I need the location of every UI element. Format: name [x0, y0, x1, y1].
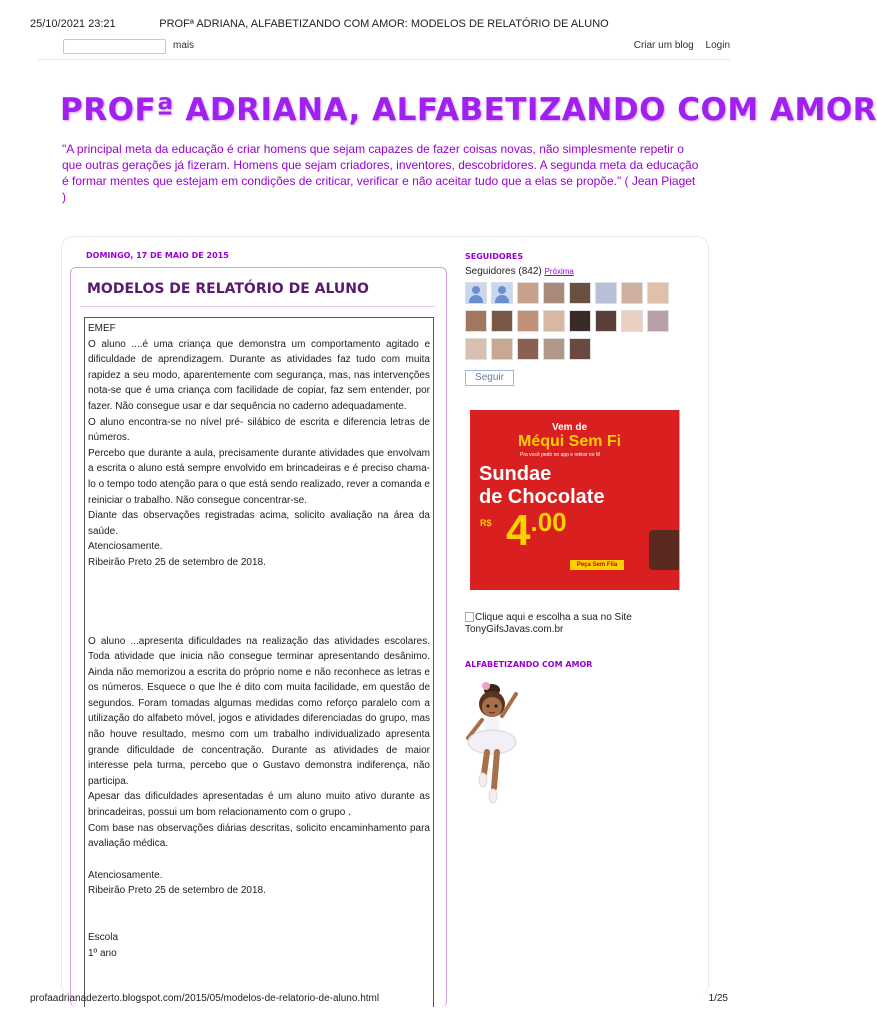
ad-vem-text: Vem de [552, 422, 588, 433]
mcdonalds-ad-banner[interactable] [470, 410, 679, 590]
follower-avatar[interactable] [621, 282, 643, 304]
post-date-header: DOMINGO, 17 DE MAIO DE 2015 [86, 251, 229, 260]
print-header [30, 18, 738, 32]
follower-avatar[interactable] [491, 338, 513, 360]
follower-avatar[interactable] [595, 282, 617, 304]
ad-price [478, 506, 567, 556]
doll-shoe [479, 773, 487, 787]
report2-paragraph: O aluno ...apresenta dificuldades na realização das atividades escolares. Toda atividade que inicia não consegue terminar apresentando desânimo. Ainda não memorizou a escrita do próprio nome e não reconhece as letras e os números. Esquece o que lhe é dito com muita facilidade, em questão de segundos. Foram tomadas algumas medidas como reforço paralelo com a utilização do alfabeto móvel, jogos e atividades diferenciadas do grupo, mas não houve resultado, mesmo com um trabalho individualizado apresenta grande dificuldade de concentração. Durante as atividades de maior interesse pela turma, percebo que o Gustavo demonstra indiferença, não participa. [88, 635, 430, 787]
report3-grade: 1º ano [88, 947, 117, 959]
broken-image-icon [465, 612, 474, 622]
post-body [84, 317, 434, 1007]
doll-tutu [468, 730, 516, 754]
follow-button[interactable]: Seguir [465, 370, 514, 386]
navbar-right-links [625, 40, 730, 51]
follower-avatar[interactable] [621, 310, 643, 332]
report1-place-date: Ribeirão Preto 25 de setembro de 2018. [88, 556, 266, 568]
ad-product [479, 463, 605, 509]
ad-price-int: 4 [506, 506, 531, 555]
follower-avatar[interactable] [647, 282, 669, 304]
follower-avatar[interactable] [465, 338, 487, 360]
report2-place-date: Ribeirão Preto 25 de setembro de 2018. [88, 885, 266, 897]
follower-avatar[interactable] [465, 310, 487, 332]
gif-link-line1: Clique aqui e escolha a sua no Site [475, 612, 632, 623]
print-page-number: 1/25 [708, 993, 728, 1004]
doll-eye [494, 704, 497, 707]
blogger-navbar [38, 36, 730, 60]
report2-paragraph: Apesar das dificuldades apresentadas é um aluno muito ativo durante as brincadeiras, possui um bom relacionamento com o grupo . [88, 791, 430, 819]
report1-paragraph: O aluno ....é uma criança que demonstra um comportamento agitado e dificuldade de aprendizagem. Durante as atividades faz tudo com muita rapidez a seu modo, aparentemente com segurança, mas, nas intervenções nota-se que é uma criança com facilidade de copiar, faz sem entender, por fazer. Não consegue usar e dar sequência no caderno adequadamente. [88, 338, 430, 412]
ad-border [679, 410, 680, 590]
ballerina-doll-image [462, 676, 522, 806]
print-page-title: PROFª ADRIANA, ALFABETIZANDO COM AMOR: MODELOS DE RELATÓRIO DE ALUNO [159, 18, 609, 30]
report3-school: Escola [88, 932, 119, 943]
doll-face [482, 697, 502, 717]
doll-shoe [489, 789, 497, 803]
ad-product-line2: de Chocolate [479, 486, 605, 508]
doll-leg [494, 752, 497, 788]
ad-price-dec: .00 [530, 507, 567, 537]
follower-avatar[interactable] [517, 282, 539, 304]
follower-avatar[interactable] [595, 310, 617, 332]
follower-avatar[interactable] [543, 310, 565, 332]
spacer [88, 852, 430, 868]
follower-avatar[interactable] [569, 338, 591, 360]
follower-avatar[interactable] [517, 310, 539, 332]
login-link[interactable]: Login [705, 40, 730, 51]
follower-avatar[interactable] [569, 310, 591, 332]
doll-eye [486, 704, 489, 707]
more-link[interactable]: mais [173, 40, 195, 51]
create-blog-link[interactable]: Criar um blog [633, 40, 694, 51]
ad-sundae-cup-image [649, 530, 679, 570]
print-footer [30, 993, 728, 1007]
blog-description: "A principal meta da educação é criar homens que sejam capazes de fazer coisas novas, não simplesmente repetir o que outras gerações já fizeram. Homens que sejam criadores, inventores, descobridores. A segunda meta da educação é formar mentes que estejam em condições de criticar, verificar e não aceitar tudo que a elas se propõe." ( Jean Piaget ) [62, 142, 699, 204]
gif-link-line2: TonyGifsJavas.com.br [465, 624, 564, 635]
spacer [88, 571, 430, 634]
spacer [88, 899, 430, 930]
ad-product-line1: Sundae [479, 463, 552, 485]
follower-avatar[interactable] [517, 338, 539, 360]
ad-currency: R$ [480, 518, 492, 528]
report1-paragraph: O aluno encontra-se no nível pré- silábico de escrita e diferencia letras de números. [88, 416, 430, 444]
post-title-divider [80, 306, 435, 307]
blog-title[interactable]: PROFª ADRIANA, ALFABETIZANDO COM AMOR [60, 92, 877, 128]
report1-paragraph: Diante das observações registradas acima, solicito avaliação na área da saúde. [88, 510, 430, 537]
follower-avatar[interactable] [491, 310, 513, 332]
report2-paragraph: Com base nas observações diárias descritas, solicito encaminhamento para avaliação médica. [88, 822, 430, 850]
image-widget-title: ALFABETIZANDO COM AMOR [465, 660, 593, 669]
ad-cta-button[interactable]: Peça Sem Fila [570, 560, 624, 570]
report1-closing: Atenciosamente. [88, 541, 163, 553]
followers-label: Seguidores (842) [465, 266, 542, 277]
report2-closing: Atenciosamente. [88, 869, 163, 881]
follower-avatar[interactable] [543, 282, 565, 304]
followers-next-link[interactable]: Próxima [544, 267, 574, 276]
report1-paragraph: Percebo que durante a aula, precisamente durante atividades que envolvam a escrita o aluno está sempre envolvido em brincadeiras e é preciso chama-lo o tempo todo atenção para o que está sendo realizado, rever a comanda e reiniciar o trabalho. Não consegue concentrar-se. [88, 447, 430, 506]
ad-headline: Méqui Sem Fi [518, 433, 622, 450]
search-input[interactable] [63, 39, 166, 54]
follower-avatar[interactable] [647, 310, 669, 332]
follower-avatar[interactable] [491, 282, 513, 304]
ad-subtext: Pra você pedir no app e retirar no M [520, 452, 601, 458]
followers-widget-title: SEGUIDORES [465, 252, 524, 261]
print-datetime: 25/10/2021 23:21 [30, 18, 116, 30]
follower-avatar[interactable] [543, 338, 565, 360]
follower-avatar[interactable] [569, 282, 591, 304]
report1-school: EMEF [88, 323, 116, 334]
post-title[interactable]: MODELOS DE RELATÓRIO DE ALUNO [87, 281, 369, 297]
follower-avatar[interactable] [465, 282, 487, 304]
doll-leg [484, 752, 487, 774]
print-url: profaadrianadezerto.blogspot.com/2015/05/modelos-de-relatorio-de-aluno.html [30, 993, 380, 1004]
doll-bow [482, 682, 490, 690]
gif-site-link[interactable] [465, 612, 632, 636]
followers-count [465, 266, 574, 277]
